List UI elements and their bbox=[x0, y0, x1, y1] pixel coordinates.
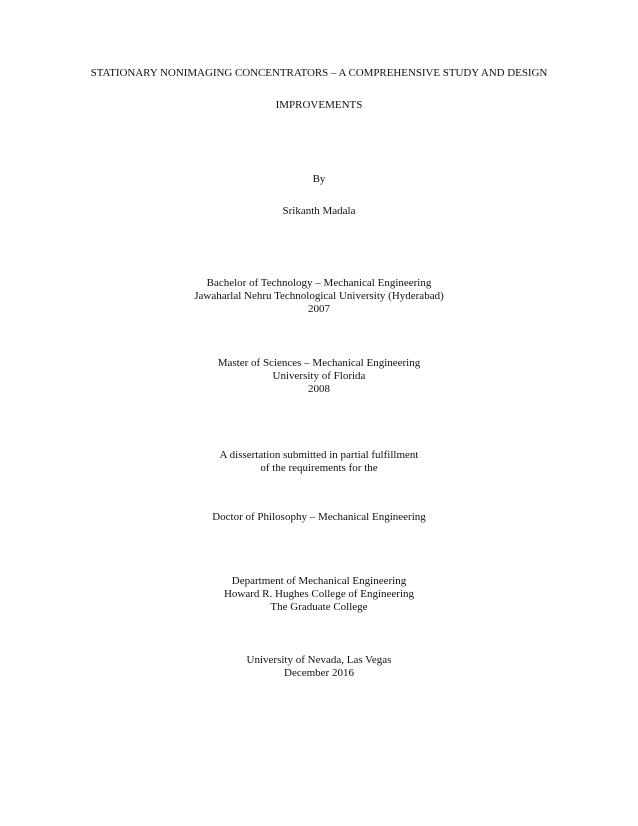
by-label: By bbox=[312, 173, 326, 185]
submission-statement bbox=[0, 449, 638, 475]
statement-line-2: of the requirements for the bbox=[260, 462, 378, 474]
department-name: Department of Mechanical Engineering bbox=[231, 575, 407, 587]
college-name: Howard R. Hughes College of Engineering bbox=[223, 588, 414, 600]
author-name: Srikanth Madala bbox=[282, 205, 356, 217]
bachelor-degree: Bachelor of Technology – Mechanical Engineering bbox=[206, 277, 432, 289]
master-degree-block bbox=[0, 357, 638, 396]
graduate-college-name: The Graduate College bbox=[270, 601, 368, 613]
bachelor-degree-block bbox=[0, 277, 638, 316]
doctoral-degree-block bbox=[0, 511, 638, 524]
university-name: University of Nevada, Las Vegas bbox=[246, 654, 392, 666]
doctoral-degree: Doctor of Philosophy – Mechanical Engineering bbox=[212, 511, 426, 523]
master-degree: Master of Sciences – Mechanical Engineering bbox=[217, 357, 421, 369]
statement-line-1: A dissertation submitted in partial fulfillment bbox=[219, 449, 419, 461]
master-institution: University of Florida bbox=[272, 370, 366, 382]
submission-date: December 2016 bbox=[284, 667, 354, 679]
master-year: 2008 bbox=[308, 383, 330, 395]
department-block bbox=[0, 575, 638, 614]
bachelor-institution: Jawaharlal Nehru Technological University (Hyderabad) bbox=[194, 290, 444, 302]
university-block bbox=[0, 654, 638, 680]
bachelor-year: 2007 bbox=[308, 303, 330, 315]
dissertation-title-line-2: IMPROVEMENTS bbox=[275, 99, 363, 111]
dissertation-title-line-1: STATIONARY NONIMAGING CONCENTRATORS – A COMPREHENSIVE STUDY AND DESIGN bbox=[90, 67, 548, 79]
